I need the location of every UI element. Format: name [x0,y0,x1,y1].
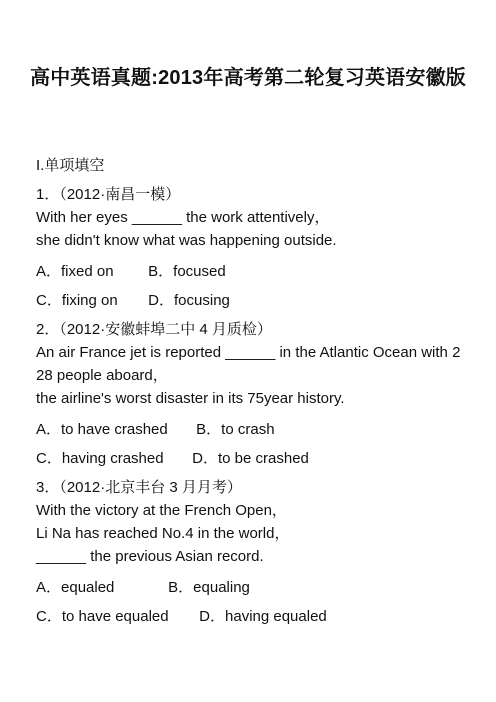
question-3-option-c: C．to have equaled [36,608,169,625]
question-1-header: 1．（2012·南昌一模） [36,186,181,203]
question-1-stem-line-1: With her eyes ______ the work attentively， [36,209,330,226]
question-1-option-c: C．fixing on [36,292,118,309]
question-3-options-row-1 [36,576,466,599]
question-3-header: 3．（2012·北京丰台 3 月月考） [36,479,242,496]
question-3-option-b: B．equaling [168,579,250,596]
question-3-stem-line-1: With the victory at the French Open， [36,502,287,519]
question-2-option-d: D．to be crashed [192,450,309,467]
question-3-options-row-2 [36,605,466,628]
question-3-stem-line-3: ______ the previous Asian record. [36,548,264,565]
question-2-stem-line-2: the airline's worst disaster in its 75year history. [36,390,345,407]
question-2-header: 2．（2012·安徽蚌埠二中 4 月质检） [36,321,272,338]
question-2 [36,318,466,470]
question-3-option-d: D．having equaled [199,608,327,625]
question-1-options-row-2 [36,289,466,312]
question-2-option-c: C．having crashed [36,450,164,467]
question-1-stem-line-2: she didn't know what was happening outside. [36,232,337,249]
question-3-stem-line-2: Li Na has reached No.4 in the world， [36,525,290,542]
question-1-options-row-1 [36,260,466,283]
document-content [36,154,466,628]
question-1 [36,183,466,312]
question-2-options-row-2 [36,447,466,470]
question-3-option-a: A．equaled [36,579,115,596]
question-1-option-a: A．fixed on [36,263,114,280]
question-1-option-b: B．focused [148,263,226,280]
question-3 [36,476,466,628]
question-2-options-row-1 [36,418,466,441]
question-2-option-b: B．to crash [196,421,275,438]
document-title: 高中英语真题:2013年高考第二轮复习英语安徽版 [30,67,466,89]
section-heading: I.单项填空 [36,157,105,174]
question-1-option-d: D．focusing [148,292,230,309]
question-2-stem-line-1: An air France jet is reported ______ in the Atlantic Ocean with 228 people aboard， [36,344,461,384]
question-2-option-a: A．to have crashed [36,421,168,438]
